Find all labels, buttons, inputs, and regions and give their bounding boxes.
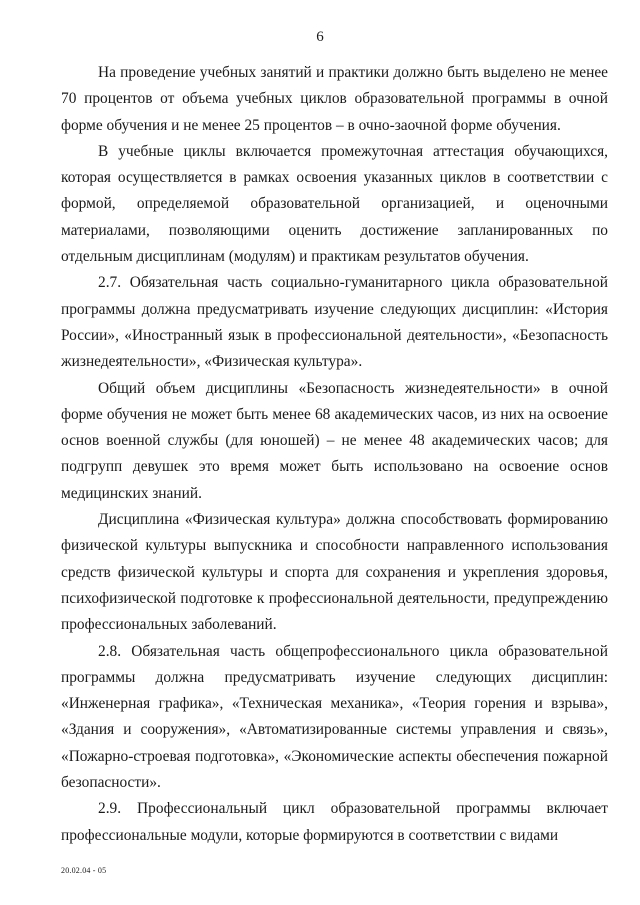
page-number: 6 bbox=[316, 29, 324, 45]
paragraph-section-2-9: 2.9. Профессиональный цикл образовательной программы включает профессиональные модули, которые формируются в соответствии с видами bbox=[61, 800, 608, 844]
document-body bbox=[61, 60, 608, 849]
paragraph-section-2-8: 2.8. Обязательная часть общепрофессионального цикла образовательной программы должна предусматривать изучение следующих дисциплин: «Инженерная графика», «Техническая механика», «Теория горения и взрыва», «Здания и сооружения», «Автоматизированные системы управления и связь», «Пожарно-строевая подготовка», «Экономические аспекты обеспечения пожарной безопасности». bbox=[61, 642, 608, 792]
paragraph-physical-culture: Дисциплина «Физическая культура» должна способствовать формированию физической культуры выпускника и способности направленного использования средств физической культуры и спорта для сохранения и укрепления здоровья, психофизической подготовке к профессиональной деятельности, предупреждению профессиональных заболеваний. bbox=[61, 511, 608, 634]
paragraph-practice-share: На проведение учебных занятий и практики должно быть выделено не менее 70 процентов от объема учебных циклов образовательной программы в очной форме обучения и не менее 25 процентов – в очно-заочной форме обучения. bbox=[61, 64, 608, 134]
paragraph-life-safety-hours: Общий объем дисциплины «Безопасность жизнедеятельности» в очной форме обучения не может быть менее 68 академических часов, из них на освоение основ военной службы (для юношей) – не менее 48 академических часов; для подгрупп девушек это время может быть использовано на освоение основ медицинских знаний. bbox=[61, 379, 608, 502]
footer-document-code: 20.02.04 - 05 bbox=[61, 866, 107, 875]
paragraph-intermediate-attestation: В учебные циклы включается промежуточная аттестация обучающихся, которая осуществляется в рамках освоения указанных циклов в соответствии с формой, определяемой образовательной организацией, и оценочными материалами, позволяющими оценить достижение запланированных по отдельным дисциплинам (модулям) и практикам результатов обучения. bbox=[61, 142, 608, 266]
paragraph-section-2-7: 2.7. Обязательная часть социально-гуманитарного цикла образовательной программы должна предусматривать изучение следующих дисциплин: «История России», «Иностранный язык в профессиональной деятельности», «Безопасность жизнедеятельности», «Физическая культура». bbox=[61, 274, 608, 371]
